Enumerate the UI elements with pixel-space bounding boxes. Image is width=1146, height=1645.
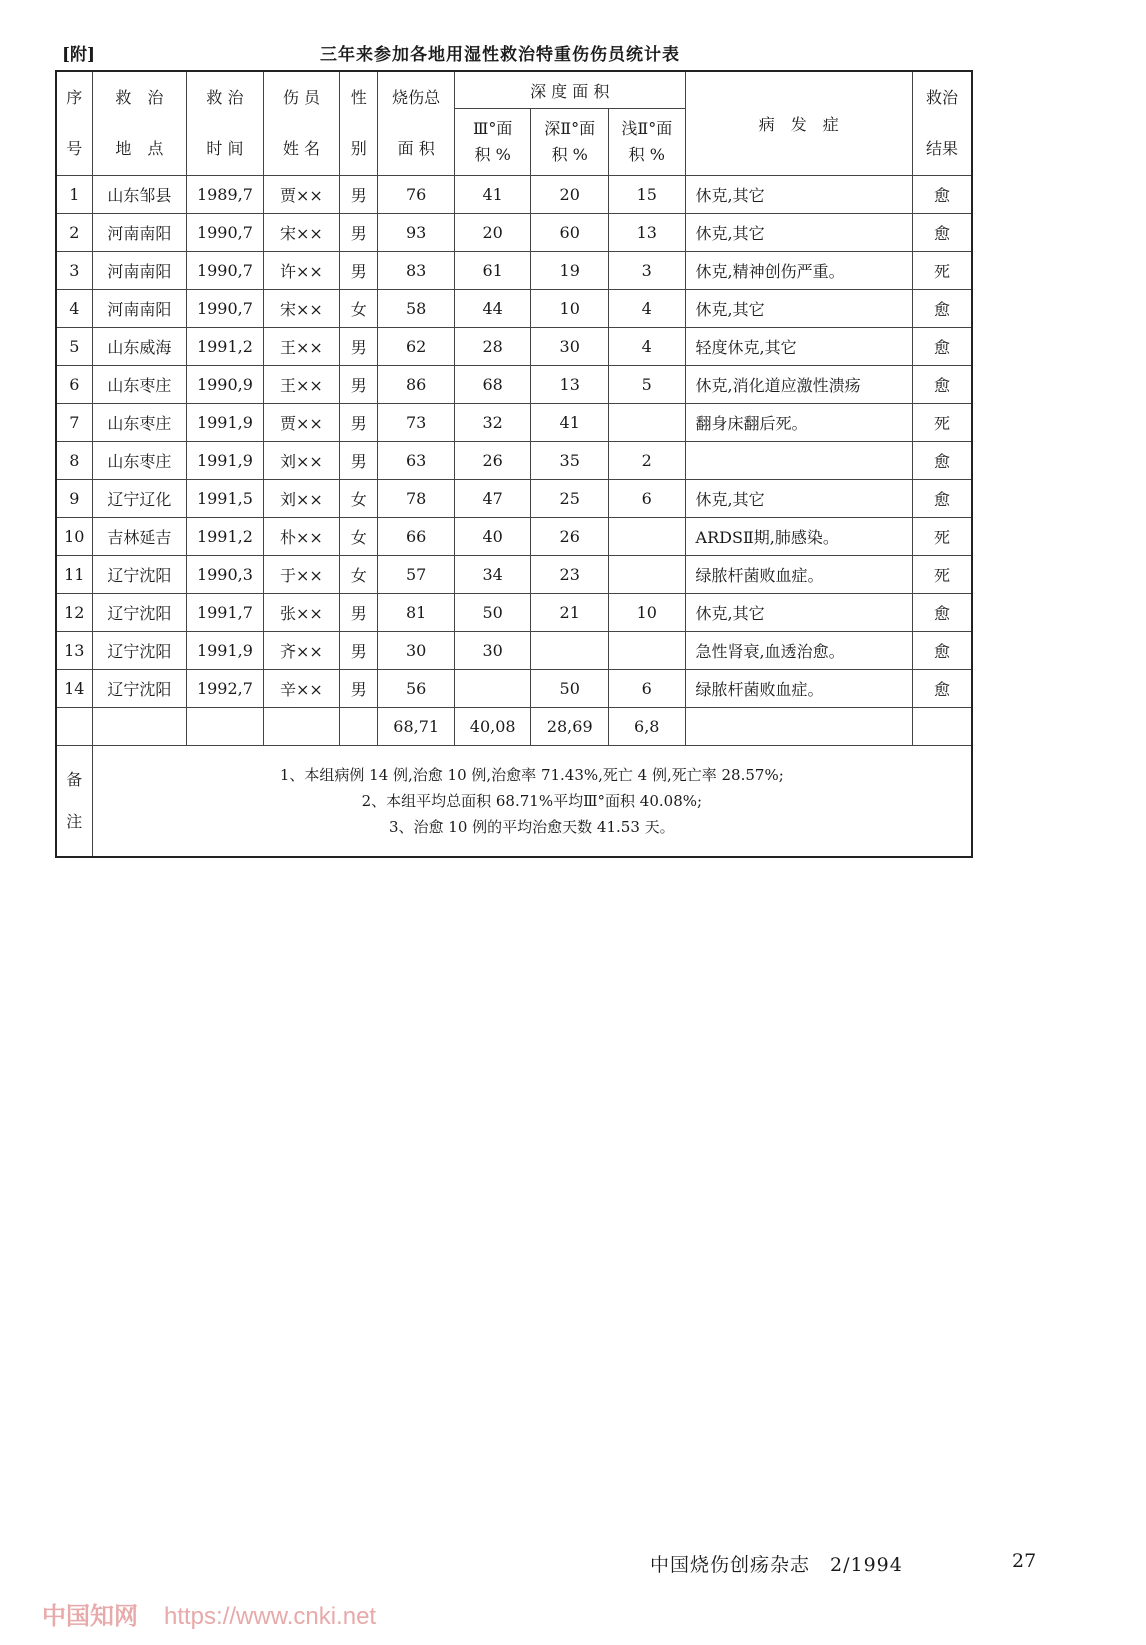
row-place: 辽宁沈阳 [92, 556, 187, 594]
row-complication: 休克,精神创伤严重。 [685, 252, 912, 290]
row-result: 愈 [912, 328, 972, 366]
row-shallow-ii: 15 [609, 176, 686, 214]
row-sex: 男 [340, 442, 378, 480]
row-total: 86 [378, 366, 455, 404]
row-iii [454, 670, 531, 708]
row-place: 辽宁沈阳 [92, 594, 187, 632]
row-shallow-ii [609, 518, 686, 556]
row-result: 死 [912, 556, 972, 594]
row-shallow-ii [609, 632, 686, 670]
row-seq: 14 [56, 670, 92, 708]
header-shallow-ii: 浅Ⅱ°面 积 % [609, 109, 686, 176]
row-complication: ARDSⅡ期,肺感染。 [685, 518, 912, 556]
notes-label: 备 注 [56, 746, 92, 858]
row-place: 山东枣庄 [92, 366, 187, 404]
row-seq: 2 [56, 214, 92, 252]
row-place: 河南南阳 [92, 290, 187, 328]
row-place: 辽宁沈阳 [92, 670, 187, 708]
table-row [56, 214, 972, 252]
row-iii: 30 [454, 632, 531, 670]
row-complication [685, 442, 912, 480]
row-total: 56 [378, 670, 455, 708]
table-row [56, 670, 972, 708]
row-seq: 6 [56, 366, 92, 404]
row-deep-ii: 13 [531, 366, 609, 404]
row-complication: 休克,其它 [685, 214, 912, 252]
row-name: 宋×× [263, 290, 340, 328]
row-shallow-ii [609, 556, 686, 594]
cnki-watermark [42, 1596, 376, 1631]
row-sex: 男 [340, 214, 378, 252]
row-iii: 32 [454, 404, 531, 442]
row-time: 1990,9 [187, 366, 264, 404]
statistics-table [55, 70, 973, 858]
row-shallow-ii: 10 [609, 594, 686, 632]
table-row [56, 176, 972, 214]
row-total: 57 [378, 556, 455, 594]
header-row [56, 71, 972, 109]
row-total: 63 [378, 442, 455, 480]
table-row [56, 366, 972, 404]
row-sex: 女 [340, 290, 378, 328]
header-depth-group: 深 度 面 积 [454, 71, 685, 109]
row-name: 朴×× [263, 518, 340, 556]
row-sex: 男 [340, 252, 378, 290]
row-complication: 急性肾衰,血透治愈。 [685, 632, 912, 670]
row-time: 1991,5 [187, 480, 264, 518]
row-time: 1990,7 [187, 214, 264, 252]
row-shallow-ii: 4 [609, 328, 686, 366]
row-result: 愈 [912, 366, 972, 404]
row-place: 辽宁辽化 [92, 480, 187, 518]
row-complication: 绿脓杆菌败血症。 [685, 556, 912, 594]
row-result: 愈 [912, 214, 972, 252]
row-sex: 女 [340, 518, 378, 556]
row-seq: 10 [56, 518, 92, 556]
row-time: 1992,7 [187, 670, 264, 708]
row-name: 宋×× [263, 214, 340, 252]
row-total: 81 [378, 594, 455, 632]
header-total: 烧伤总 面 积 [378, 71, 455, 176]
table-row [56, 632, 972, 670]
row-place: 山东邹县 [92, 176, 187, 214]
row-time: 1991,2 [187, 518, 264, 556]
note-line: 1、本组病例 14 例,治愈 10 例,治愈率 71.43%,死亡 4 例,死亡率 28.57%; [279, 766, 784, 784]
row-seq: 7 [56, 404, 92, 442]
average-sex [340, 708, 378, 746]
average-total: 68,71 [378, 708, 455, 746]
row-complication: 休克,其它 [685, 480, 912, 518]
row-iii: 47 [454, 480, 531, 518]
row-deep-ii: 20 [531, 176, 609, 214]
row-name: 贾×× [263, 404, 340, 442]
row-iii: 40 [454, 518, 531, 556]
row-complication: 绿脓杆菌败血症。 [685, 670, 912, 708]
watermark-brand: 中国知网 [42, 1603, 138, 1630]
row-seq: 1 [56, 176, 92, 214]
row-result: 愈 [912, 290, 972, 328]
row-place: 山东枣庄 [92, 442, 187, 480]
row-result: 死 [912, 518, 972, 556]
row-name: 刘×× [263, 480, 340, 518]
average-name [263, 708, 340, 746]
table-row [56, 594, 972, 632]
row-time: 1991,9 [187, 632, 264, 670]
row-name: 辛×× [263, 670, 340, 708]
row-shallow-ii: 13 [609, 214, 686, 252]
row-name: 许×× [263, 252, 340, 290]
row-time: 1989,7 [187, 176, 264, 214]
row-name: 贾×× [263, 176, 340, 214]
row-shallow-ii: 4 [609, 290, 686, 328]
header-deep-ii: 深Ⅱ°面 积 % [531, 109, 609, 176]
average-deep-ii: 28,69 [531, 708, 609, 746]
row-shallow-ii: 6 [609, 480, 686, 518]
note-line: 3、治愈 10 例的平均治愈天数 41.53 天。 [388, 818, 675, 836]
row-shallow-ii: 5 [609, 366, 686, 404]
row-iii: 20 [454, 214, 531, 252]
row-seq: 5 [56, 328, 92, 366]
row-shallow-ii: 3 [609, 252, 686, 290]
row-seq: 3 [56, 252, 92, 290]
row-time: 1991,2 [187, 328, 264, 366]
row-place: 山东威海 [92, 328, 187, 366]
average-shallow-ii: 6,8 [609, 708, 686, 746]
row-deep-ii: 50 [531, 670, 609, 708]
row-result: 愈 [912, 632, 972, 670]
row-complication: 翻身床翻后死。 [685, 404, 912, 442]
row-sex: 男 [340, 670, 378, 708]
row-iii: 61 [454, 252, 531, 290]
average-result [912, 708, 972, 746]
row-sex: 男 [340, 404, 378, 442]
row-shallow-ii: 6 [609, 670, 686, 708]
row-name: 王×× [263, 328, 340, 366]
row-sex: 女 [340, 556, 378, 594]
row-total: 76 [378, 176, 455, 214]
header-place: 救 治 地 点 [92, 71, 187, 176]
row-deep-ii: 35 [531, 442, 609, 480]
row-deep-ii: 25 [531, 480, 609, 518]
average-iii: 40,08 [454, 708, 531, 746]
header-result: 救治 结果 [912, 71, 972, 176]
row-deep-ii: 10 [531, 290, 609, 328]
row-sex: 男 [340, 176, 378, 214]
row-result: 死 [912, 252, 972, 290]
row-seq: 8 [56, 442, 92, 480]
row-seq: 13 [56, 632, 92, 670]
row-result: 愈 [912, 594, 972, 632]
row-name: 张×× [263, 594, 340, 632]
row-deep-ii: 23 [531, 556, 609, 594]
row-total: 73 [378, 404, 455, 442]
row-total: 30 [378, 632, 455, 670]
row-complication: 休克,消化道应激性溃疡 [685, 366, 912, 404]
page-number: 27 [1012, 1550, 1037, 1572]
row-seq: 4 [56, 290, 92, 328]
row-name: 齐×× [263, 632, 340, 670]
row-shallow-ii [609, 404, 686, 442]
row-deep-ii: 26 [531, 518, 609, 556]
row-complication: 休克,其它 [685, 594, 912, 632]
table-row [56, 556, 972, 594]
row-sex: 女 [340, 480, 378, 518]
row-time: 1990,7 [187, 252, 264, 290]
row-time: 1991,9 [187, 404, 264, 442]
row-iii: 50 [454, 594, 531, 632]
row-iii: 41 [454, 176, 531, 214]
row-total: 66 [378, 518, 455, 556]
table-title: 三年来参加各地用湿性救治特重伤伤员统计表 [320, 45, 680, 65]
header-seq: 序 号 [56, 71, 92, 176]
row-deep-ii: 60 [531, 214, 609, 252]
row-result: 愈 [912, 442, 972, 480]
header-sex: 性 别 [340, 71, 378, 176]
row-result: 愈 [912, 670, 972, 708]
header-complication: 病 发 症 [685, 71, 912, 176]
row-iii: 68 [454, 366, 531, 404]
row-total: 58 [378, 290, 455, 328]
row-time: 1991,7 [187, 594, 264, 632]
table-row [56, 518, 972, 556]
row-complication: 轻度休克,其它 [685, 328, 912, 366]
row-time: 1990,7 [187, 290, 264, 328]
table-row [56, 252, 972, 290]
header-iii: Ⅲ°面 积 % [454, 109, 531, 176]
row-seq: 9 [56, 480, 92, 518]
row-place: 吉林延吉 [92, 518, 187, 556]
row-total: 62 [378, 328, 455, 366]
note-line: 2、本组平均总面积 68.71%平均Ⅲ°面积 40.08%; [361, 792, 703, 810]
row-name: 于×× [263, 556, 340, 594]
row-seq: 12 [56, 594, 92, 632]
table-row [56, 442, 972, 480]
watermark-url: https://www.cnki.net [164, 1603, 377, 1630]
row-deep-ii: 30 [531, 328, 609, 366]
row-shallow-ii: 2 [609, 442, 686, 480]
row-sex: 男 [340, 328, 378, 366]
row-complication: 休克,其它 [685, 176, 912, 214]
row-deep-ii: 41 [531, 404, 609, 442]
row-place: 河南南阳 [92, 252, 187, 290]
table-row [56, 404, 972, 442]
row-deep-ii: 19 [531, 252, 609, 290]
journal-footer: 中国烧伤创疡杂志 2/1994 [650, 1554, 903, 1576]
table-row [56, 328, 972, 366]
row-sex: 男 [340, 594, 378, 632]
row-place: 山东枣庄 [92, 404, 187, 442]
average-seq [56, 708, 92, 746]
average-place [92, 708, 187, 746]
header-name: 伤 员 姓 名 [263, 71, 340, 176]
row-time: 1990,3 [187, 556, 264, 594]
header-time: 救 治 时 间 [187, 71, 264, 176]
row-result: 愈 [912, 176, 972, 214]
row-sex: 男 [340, 632, 378, 670]
row-deep-ii [531, 632, 609, 670]
notes-body [92, 746, 972, 858]
row-complication: 休克,其它 [685, 290, 912, 328]
average-time [187, 708, 264, 746]
table-row [56, 290, 972, 328]
average-row [56, 708, 972, 746]
row-sex: 男 [340, 366, 378, 404]
row-place: 辽宁沈阳 [92, 632, 187, 670]
row-deep-ii: 21 [531, 594, 609, 632]
average-complication [685, 708, 912, 746]
table-row [56, 480, 972, 518]
row-iii: 28 [454, 328, 531, 366]
row-name: 王×× [263, 366, 340, 404]
notes-row [56, 746, 972, 858]
row-iii: 34 [454, 556, 531, 594]
appendix-tag: [附] [62, 45, 96, 65]
row-place: 河南南阳 [92, 214, 187, 252]
row-iii: 26 [454, 442, 531, 480]
row-total: 83 [378, 252, 455, 290]
row-iii: 44 [454, 290, 531, 328]
row-result: 死 [912, 404, 972, 442]
row-seq: 11 [56, 556, 92, 594]
row-total: 78 [378, 480, 455, 518]
row-total: 93 [378, 214, 455, 252]
row-result: 愈 [912, 480, 972, 518]
row-name: 刘×× [263, 442, 340, 480]
table-body [56, 176, 972, 708]
row-time: 1991,9 [187, 442, 264, 480]
